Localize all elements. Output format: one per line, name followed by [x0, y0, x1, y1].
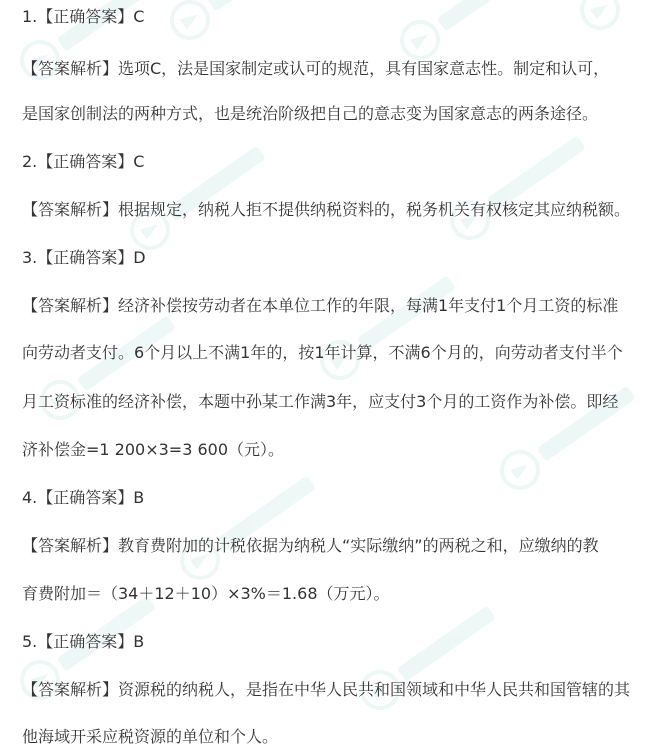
analysis-line-5-2: 他海域开采应税资源的单位和个人。	[22, 727, 279, 746]
analysis-line-3-4: 济补偿金=1 200×3=3 600（元）。	[22, 440, 285, 459]
watermark-logo-icon	[315, 267, 462, 385]
analysis-line-1-1: 【答案解析】选项C，法是国家制定或认可的规范，具有国家意志性。制定和认可，	[22, 59, 610, 78]
analysis-line-3-3: 月工资标准的经济补偿，本题中孙某工作满3年，应支付3个月的工资作为补偿。即经	[22, 392, 619, 411]
watermark-logo-icon	[445, 127, 592, 245]
analysis-line-2-1: 【答案解析】根据规定，纳税人拒不提供纳税资料的，税务机关有权核定其应纳税额。	[22, 200, 631, 219]
analysis-line-1-2: 是国家创制法的两种方式，也是统治阶级把自己的意志变为国家意志的两条途径。	[22, 104, 599, 123]
answer-line-5: 5.【正确答案】B	[22, 632, 145, 651]
answer-line-3: 3.【正确答案】D	[22, 248, 146, 267]
answer-line-1: 1.【正确答案】C	[22, 7, 145, 26]
watermark-logo-icon	[165, 0, 312, 45]
analysis-line-4-1: 【答案解析】教育费附加的计税依据为纳税人“实际缴纳”的两税之和，应缴纳的教	[22, 536, 599, 555]
analysis-line-3-2: 向劳动者支付。6个月以上不满1年的，按1年计算，不满6个月的，向劳动者支付半个	[22, 343, 623, 362]
watermark-logo-icon	[575, 0, 662, 35]
watermark-logo-icon	[395, 0, 542, 65]
watermark-logo-icon	[175, 467, 322, 585]
answer-line-2: 2.【正确答案】C	[22, 152, 145, 171]
answer-line-4: 4.【正确答案】B	[22, 488, 145, 507]
analysis-line-3-1: 【答案解析】经济补偿按劳动者在本单位工作的年限，每满1年支付1个月工资的标准	[22, 296, 619, 315]
watermark-logo-icon	[125, 137, 272, 255]
analysis-line-5-1: 【答案解析】资源税的纳税人，是指在中华人民共和国领域和中华人民共和国管辖的其	[22, 680, 631, 699]
analysis-line-4-2: 育费附加＝（34＋12＋10）×3%＝1.68（万元）。	[22, 584, 390, 603]
